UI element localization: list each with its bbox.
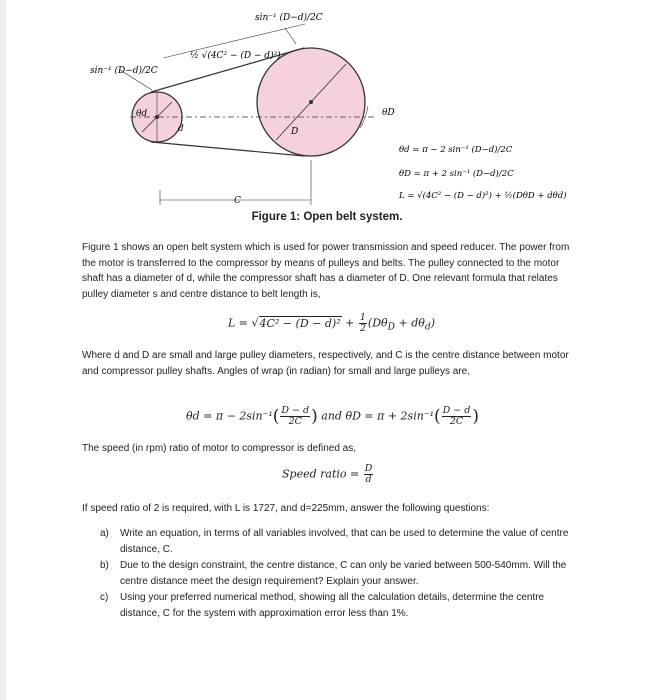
formula-speed-frac bbox=[364, 464, 374, 485]
formula-theta-d: θd = π − 2sin⁻¹ bbox=[186, 409, 273, 423]
formula-wrap-angles: θd = π − 2sin⁻¹( $\frac{D - d}{2C}$ ) and θD = π + 2sin⁻¹( $\frac{D - d}{2C}$ ) bbox=[186, 405, 479, 427]
label-sqrt: ½ √(4C² − (D − d)²) bbox=[190, 51, 281, 61]
given-paragraph: If speed ratio of 2 is required, with L is 1727, and d=225mm, answer the following questions: bbox=[82, 503, 490, 514]
formula-speed-lhs: Speed ratio = bbox=[282, 467, 363, 481]
formula-l-tail: (Dθ bbox=[367, 316, 388, 330]
formula-theta-D-frac bbox=[442, 406, 472, 427]
question-a-marker: a) bbox=[100, 528, 109, 539]
intro-paragraph: Figure 1 shows an open belt system which is used for power transmission and speed reducer. The power from the motor is transferred to the compressor by means of pulleys and belts. The pulley connected to the motor shaft has a diameter of d, while the compressor shaft has a diameter of D. One relevant formula that relates pulley diameter s and centre distance to belt length is, bbox=[82, 242, 570, 300]
question-b bbox=[100, 558, 578, 589]
question-c-marker: c) bbox=[100, 592, 109, 604]
question-c-text: Using your preferred numerical method, showing all the calculation details, determine the centre distance, C for the system with approximation error less than 1%. bbox=[120, 592, 545, 619]
formula-l-half bbox=[359, 313, 367, 334]
formula-l-tail-end: ) bbox=[430, 316, 436, 330]
belt-figure bbox=[0, 0, 654, 230]
formula-l-sub-d: d bbox=[424, 321, 431, 333]
question-a bbox=[100, 526, 578, 557]
formula-l-half-den: 2 bbox=[359, 323, 366, 334]
figure-caption: Figure 1: Open belt system. bbox=[251, 211, 403, 223]
label-sin-left: sin⁻¹ (D−d)/2C bbox=[90, 66, 158, 76]
frac-den-1: 2C bbox=[288, 416, 302, 427]
where-paragraph: Where d and D are small and large pulley diameters, respectively, and C is the centre distance between motor and compressor pulley shafts. Angles of wrap (in radian) for small and large pulleys are, bbox=[82, 350, 569, 377]
label-theta-D: θD bbox=[382, 108, 395, 118]
formula-belt-length: L = √4C² − (D − d)² + $\frac{1}{2}$ $(D\theta_D + d\theta_d)$ bbox=[228, 312, 436, 334]
formula-speed-ratio bbox=[282, 464, 374, 485]
formula-speed-num: D bbox=[364, 463, 373, 474]
label-theta-d: θd bbox=[136, 109, 148, 119]
formula-speed-den: d bbox=[365, 474, 372, 485]
formula-l-tail-mid: + dθ bbox=[394, 316, 425, 330]
formula-l-half-num: 1 bbox=[359, 312, 366, 323]
label-d: d bbox=[178, 124, 184, 134]
label-sin-top: sin⁻¹ (D−d)/2C bbox=[255, 13, 323, 23]
formula-l-sub-D: D bbox=[387, 321, 395, 333]
fig-eq-theta-d: θd = π − 2 sin⁻¹ (D−d)/2C bbox=[399, 145, 513, 155]
small-pulley-center bbox=[155, 115, 159, 119]
question-a-text: Write an equation, in terms of all variables involved, that can be used to determine the value of centre distance, C. bbox=[120, 528, 569, 555]
formula-and: and bbox=[317, 409, 346, 423]
question-c bbox=[100, 590, 578, 621]
fig-eq-theta-D: θD = π + 2 sin⁻¹ (D−d)/2C bbox=[399, 169, 514, 179]
formula-l-lhs: L = bbox=[228, 316, 252, 330]
label-D: D bbox=[291, 127, 299, 137]
formula-l-radicand: 4C² − (D − d)² bbox=[259, 316, 341, 330]
large-pulley-center bbox=[309, 100, 313, 104]
formula-theta-d-frac bbox=[280, 406, 310, 427]
fig-eq-L: L = √(4C² − (D − d)²) + ½(DθD + dθd) bbox=[399, 191, 567, 201]
speed-paragraph: The speed (in rpm) ratio of motor to compressor is defined as, bbox=[82, 443, 357, 454]
formula-l-plus: + bbox=[341, 316, 358, 330]
question-list bbox=[100, 526, 578, 623]
frac-den-2: 2C bbox=[449, 416, 464, 427]
label-C: C bbox=[234, 196, 241, 206]
question-b-marker: b) bbox=[100, 560, 109, 572]
frac-num-1: D − d bbox=[281, 405, 310, 416]
belt-diagram bbox=[0, 0, 654, 230]
question-b-text: Due to the design constraint, the centre distance, C can only be varied between 500-540mm. Will the centre distance meet the design requirement? Explain your answer. bbox=[120, 560, 567, 587]
formula-theta-D: θD = π + 2sin⁻¹ bbox=[345, 409, 435, 423]
leader-top bbox=[285, 28, 296, 44]
frac-num-2: D − d bbox=[442, 405, 471, 416]
